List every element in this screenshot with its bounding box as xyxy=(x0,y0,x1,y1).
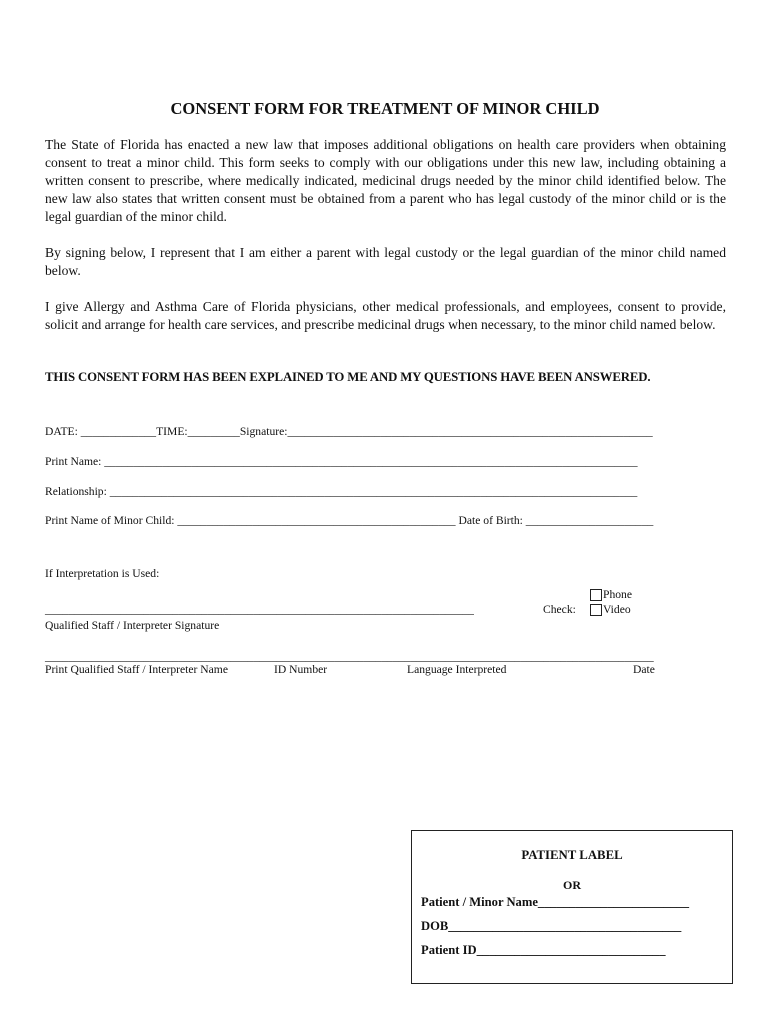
phone-checkbox[interactable] xyxy=(590,589,602,601)
language-caption: Language Interpreted xyxy=(407,663,507,676)
consent-paragraph: I give Allergy and Asthma Care of Florida physicians, other medical professionals, and employees, consent to provide, solicit and arrange for health care services, and prescribe medicinal drugs when necessary, to the minor child named below. xyxy=(45,299,726,332)
video-checkbox[interactable] xyxy=(590,604,602,616)
form-title: CONSENT FORM FOR TREATMENT OF MINOR CHILD xyxy=(170,99,600,118)
interpreter-name-caption: Print Qualified Staff / Interpreter Name xyxy=(45,663,228,676)
date-caption: Date xyxy=(633,663,655,676)
video-option-label: Video xyxy=(603,603,631,616)
representation-paragraph: By signing below, I represent that I am either a parent with legal custody or the legal guardian of the minor child named below. xyxy=(45,245,726,278)
print-name-field[interactable]: Print Name: ____________________________________________________________________________________________ xyxy=(45,455,638,468)
law-paragraph: The State of Florida has enacted a new law that imposes additional obligations on health care providers when obtaining consent to treat a minor child. This form seeks to comply with our obligations under this new law, including obtaining a written consent to prescribe, where medically indicated, medicinal drugs needed by the minor child identified below. The new law also states that written consent must be obtained from a parent who has legal custody of the minor child or is the legal guardian of the minor child. xyxy=(45,137,726,224)
patient-id-field[interactable]: Patient ID______________________________ xyxy=(421,943,666,957)
check-label: Check: xyxy=(543,603,576,616)
patient-label-or: OR xyxy=(563,878,581,892)
phone-option-label: Phone xyxy=(603,588,632,601)
date-time-signature-field[interactable]: DATE: _____________TIME:_________Signature:_______________________________________________________________ xyxy=(45,425,653,438)
interpretation-heading: If Interpretation is Used: xyxy=(45,567,160,580)
patient-label-title: PATIENT LABEL xyxy=(521,848,623,862)
interpreter-details-line[interactable]: _________________________________________________________________________________________________________ xyxy=(45,650,654,663)
explained-statement: THIS CONSENT FORM HAS BEEN EXPLAINED TO ME AND MY QUESTIONS HAVE BEEN ANSWERED. xyxy=(45,370,651,384)
id-number-caption: ID Number xyxy=(274,663,328,676)
minor-child-name-dob-field[interactable]: Print Name of Minor Child: ________________________________________________ Date of Birth: ______________________ xyxy=(45,514,654,527)
phone-option[interactable] xyxy=(590,588,632,601)
staff-signature-caption: Qualified Staff / Interpreter Signature xyxy=(45,619,220,632)
patient-label-box xyxy=(411,830,733,984)
relationship-field[interactable]: Relationship: ___________________________________________________________________________________________ xyxy=(45,485,638,498)
patient-dob-field[interactable]: DOB_____________________________________ xyxy=(421,919,682,933)
video-option[interactable] xyxy=(590,603,631,616)
interpreter-signature-line[interactable]: __________________________________________________________________________ xyxy=(45,603,474,616)
patient-minor-name-field[interactable]: Patient / Minor Name________________________ xyxy=(421,895,690,909)
